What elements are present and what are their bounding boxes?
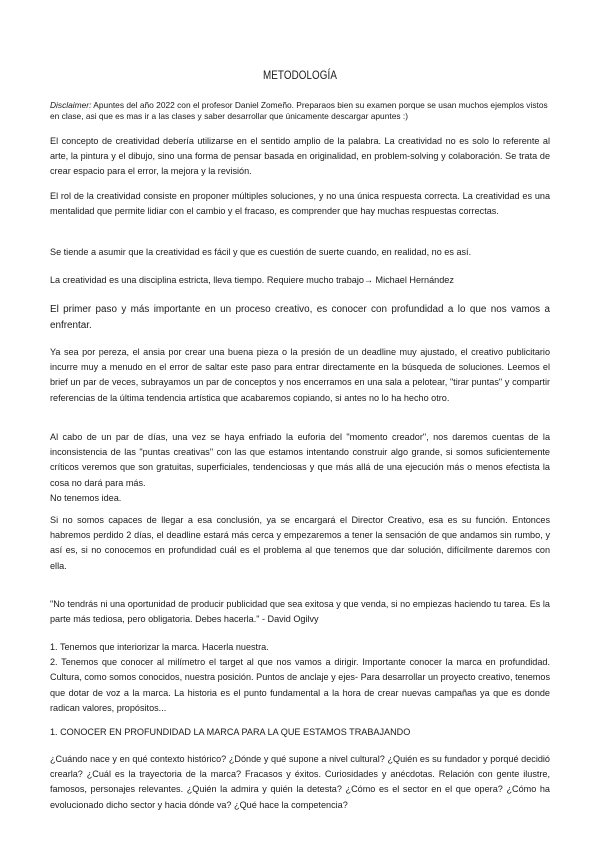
paragraph: Al cabo de un par de días, una vez se haya enfriado la euforia del "momento creador", nos daremos cuentas de la inconsistencia de las "puntas creativas" con las que estamos intentando construir algo grande, si somos suficientemente críticos veremos que son gratuitas, superficiales, tendenciosas y que más allá de una ejecución más o menos efectista la cosa no dará para más. No tenemos idea. xyxy=(50,430,550,506)
disclaimer xyxy=(50,100,550,121)
disclaimer-text: Apuntes del año 2022 con el profesor Daniel Zomeño. Preparaos bien su examen porque se usan muchos ejemplos vistos en clase, asi que es mas ir a las clases y saber desarrollar que únicamente descargar apuntes :) xyxy=(50,100,548,121)
emphasis-line: No tenemos idea. xyxy=(50,492,122,503)
paragraph: El concepto de creatividad debería utilizarse en el sentido amplio de la palabra. La creatividad no es solo lo referente al arte, la pintura y el dibujo, sino una forma de pensar basada en originalidad, en problem-solving y colaboración. Se trata de crear espacio para el error, la mejora y la revisión. xyxy=(50,136,550,177)
paragraph: Ya sea por pereza, el ansia por crear una buena pieza o la presión de un deadline muy ajustado, el creativo publicitario incurre muy a menudo en el error de saltar este paso para entrar directamente en la búsqueda de soluciones. Leemos el brief un par de veces, subrayamos un par de conceptos y nos encerramos en una sala a pelotear, "tirar puntas" y compartir referencias de la última tendencia artística que acabaremos copiando, si antes no lo ha hecho otro. xyxy=(50,347,550,403)
numbered-list xyxy=(50,640,550,716)
paragraph: El primer paso y más importante en un proceso creativo, es conocer con profundidad a lo que nos vamos a enfrentar. xyxy=(50,304,550,331)
page-title: METODOLOGÍA xyxy=(262,68,337,82)
paragraph: Si no somos capaces de llegar a esa conclusión, ya se encargará el Director Creativo, esa es su función. Entonces habremos perdido 2 días, el deadline estará más cerca y empezaremos a tener la sensación de que andamos sin rumbo, y así es, si no conocemos en profundidad cuál es el problema al que tenemos que dar solución, difícilmente daremos con ella. xyxy=(50,515,550,571)
section-heading: 1. CONOCER EN PROFUNDIDAD LA MARCA PARA LA QUE ESTAMOS TRABAJANDO xyxy=(50,727,411,737)
paragraph: El rol de la creatividad consiste en proponer múltiples soluciones, y no una única respuesta correcta. La creatividad es una mentalidad que permite lidiar con el cambio y el fracaso, es comprender que hay muchas respuestas correctas. xyxy=(50,191,550,217)
quote: "No tendrás ni una oportunidad de producir publicidad que sea exitosa y que venda, si no empiezas haciendo tu tarea. Es la parte más tediosa, pero obligatoria. Debes hacerla." - David Ogilvy xyxy=(50,599,550,625)
disclaimer-label: Disclaimer: xyxy=(50,100,92,110)
list-item: 2. Tenemos que conocer al milímetro el target al que nos vamos a dirigir. Importante conocer la marca en profundidad. Cultura, como somos conocidos, nuestra posición. Puntos de anclaje y ejes- Para desarrollar un proyecto creativo, tenemos que dotar de voz a la marca. La historia es el punto fundamental a la hora de crear nuevas campañas ya que es donde radican valores, propósitos... xyxy=(50,657,550,713)
list-item: 1. Tenemos que interiorizar la marca. Hacerla nuestra. xyxy=(50,642,269,652)
paragraph: Se tiende a asumir que la creatividad es fácil y que es cuestión de suerte cuando, en realidad, no es así. xyxy=(50,247,472,257)
paragraph: La creatividad es una disciplina estricta, lleva tiempo. Requiere mucho trabajo→ Michael Hernández xyxy=(50,275,454,285)
paragraph: ¿Cuándo nace y en qué contexto histórico? ¿Dónde y qué supone a nivel cultural? ¿Quién es su fundador y porqué decidió crearla? ¿Cuál es la trayectoria de la marca? Fracasos y éxitos. Curiosidades y anécdotas. Relación con gente ilustre, famosos, personajes relevantes. ¿Quién la admira y quién la detesta? ¿Cómo es el sector en el que opera? ¿Cómo ha evolucionado dicho sector y hacia dónde va? ¿Qué hace la competencia? xyxy=(50,754,550,810)
